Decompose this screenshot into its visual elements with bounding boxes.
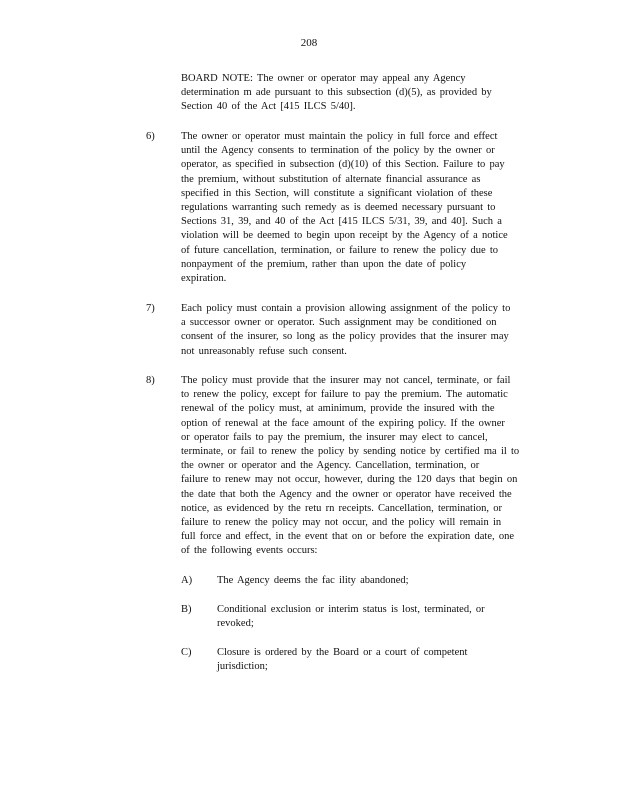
text-line: renewal of the policy must, at aminimum, provide the insured with the [181, 403, 495, 415]
item-number: 7) [146, 303, 155, 314]
text-line: failure to renew may not occur, however, during the 120 days that begin on [181, 474, 518, 486]
subitem-paragraph [217, 646, 467, 674]
text-line: until the Agency consents to termination of the policy by the owner or [181, 145, 495, 157]
text-line: the owner or operator and the Agency. Cancellation, termination, or [181, 460, 480, 472]
text-line: Section 40 of the Act [415 ILCS 5/40]. [181, 101, 356, 113]
text-line: The Agency deems the fac ility abandoned; [217, 575, 409, 586]
text-line: full force and effect, in the event that on or before the expiration date, one [181, 531, 514, 543]
text-line: Each policy must contain a provision allowing assignment of the policy to [181, 303, 511, 314]
text-line: regulations warranting such remedy as is deemed necessary pursuant to [181, 202, 496, 214]
subitem-letter: B) [181, 604, 192, 615]
text-line: the date that both the Agency and the owner or operator have received the [181, 488, 512, 500]
board-note [181, 72, 492, 115]
page-number: 208 [300, 37, 318, 49]
text-line: to renew the policy, except for failure to pay the premium. The automatic [181, 389, 508, 401]
text-line: option of renewal at the face amount of the expiring policy. If the owner [181, 417, 505, 429]
text-line: determination m ade pursuant to this subsection (d)(5), as provided by [181, 87, 492, 99]
item-number: 6) [146, 131, 155, 142]
text-line: or operator fails to pay the premium, the insurer may elect to cancel, [181, 431, 488, 443]
item-paragraph [181, 302, 510, 359]
item-number: 8) [146, 375, 155, 386]
text-line: Closure is ordered by the Board or a court of competent [217, 647, 468, 658]
text-line: notice, as evidenced by the retu rn receipts. Cancellation, termination, or [181, 502, 502, 514]
text-line: of future cancellation, termination, or failure to renew the policy due to [181, 244, 499, 256]
text-line: operator, as specified in subsection (d)(10) of this Section. Failure to pay [181, 159, 505, 171]
text-line: violation will be deemed to begin upon receipt by the Agency of a notice [181, 230, 508, 242]
text-line: consent of the insurer, so long as the policy provides that the insurer may [181, 331, 509, 343]
text-line: terminate, or fail to renew the policy by sending notice by certified ma il to [181, 446, 520, 458]
subitem-letter: C) [181, 647, 192, 658]
subitem-paragraph [217, 603, 485, 631]
text-line: Conditional exclusion or interim status is lost, terminated, or [217, 604, 485, 615]
text-line: specified in this Section, will constitute a significant violation of these [181, 187, 493, 199]
text-line: The owner or operator must maintain the policy in full force and effect [181, 131, 498, 142]
text-line: of the following events occurs: [181, 545, 318, 557]
text-line: revoked; [217, 618, 254, 630]
item-paragraph [181, 374, 519, 559]
text-line: a successor owner or operator. Such assignment may be conditioned on [181, 317, 497, 329]
subitem-letter: A) [181, 575, 193, 586]
text-line: expiration. [181, 273, 227, 285]
text-line: not unreasonably refuse such consent. [181, 345, 347, 357]
text-line: the premium, without substitution of alternate financial assurance as [181, 173, 481, 185]
text-line: Sections 31, 39, and 40 of the Act [415 ILCS 5/31, 39, and 40]. Such a [181, 216, 502, 228]
text-line: jurisdiction; [217, 661, 268, 673]
subitem-paragraph [217, 574, 409, 588]
text-line: BOARD NOTE: The owner or operator may appeal any Agency [181, 73, 466, 84]
item-paragraph [181, 130, 508, 286]
text-line: The policy must provide that the insurer may not cancel, terminate, or fail [181, 375, 511, 386]
text-line: nonpayment of the premium, rather than upon the date of policy [181, 258, 467, 270]
text-line: failure to renew the policy may not occur, and the policy will remain in [181, 517, 502, 529]
